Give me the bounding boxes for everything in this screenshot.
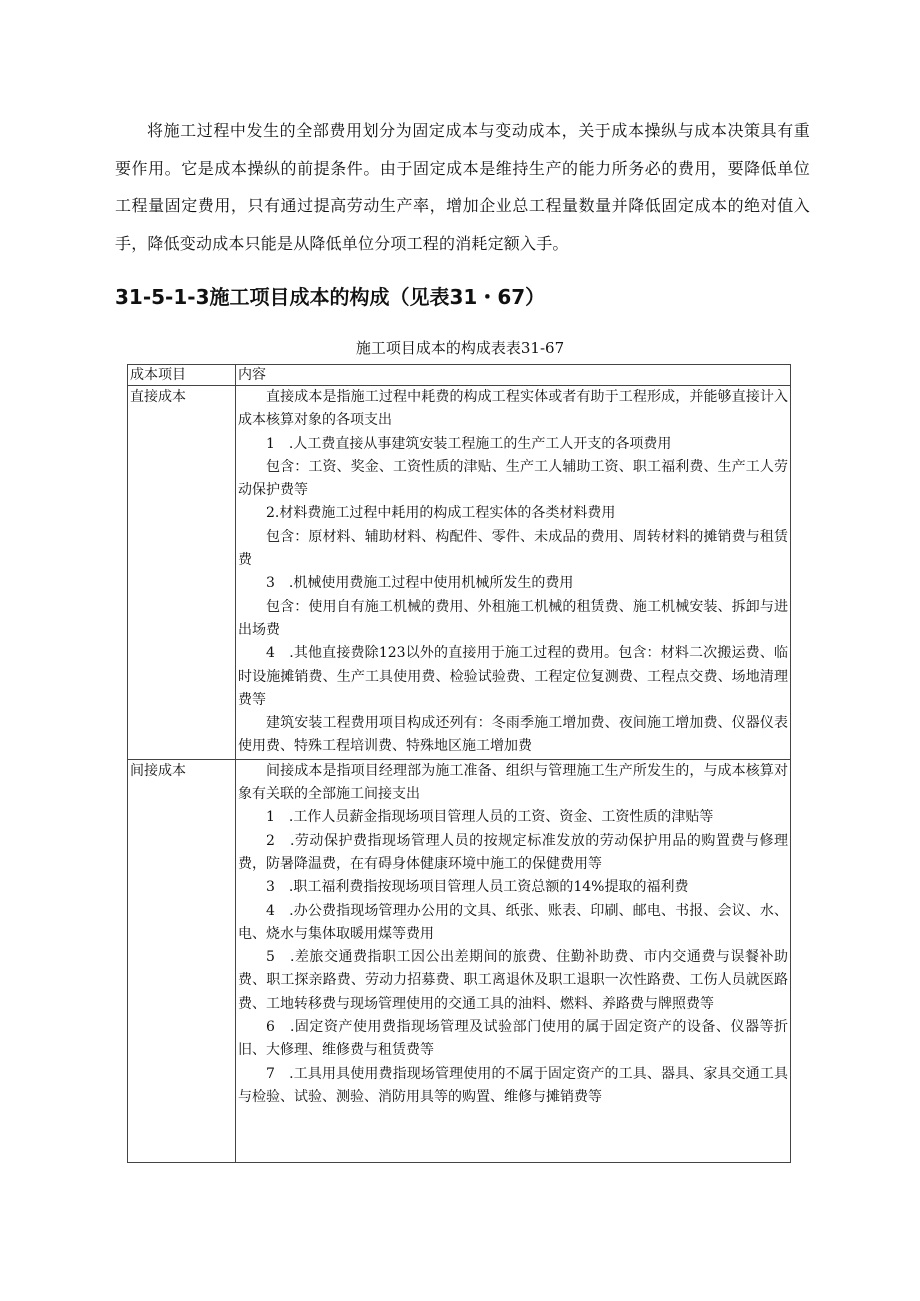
content-line: 包含：使用自有施工机械的费用、外租施工机械的租赁费、施工机械安装、拆卸与进出场费 [238,598,788,638]
cost-item-direct: 直接成本 [128,386,236,760]
section-heading: 31-5-1-3施工项目成本的构成（见表31・67） [115,285,546,309]
content-line: 建筑安装工程费用项目构成还列有：冬雨季施工增加费、夜间施工增加费、仪器仪表使用费、特殊工程培训费、特殊地区施工增加费 [238,715,788,755]
header-content: 内容 [236,365,791,386]
direct-cost-content [236,386,791,760]
content-line: 6 .固定资产使用费指现场管理及试验部门使用的属于固定资产的设备、仪器等折旧、大修理、维修费与租赁费等 [238,1019,788,1059]
table-row-indirect-cost [128,759,791,1162]
content-line: 包含：原材料、辅助材料、构配件、零件、未成品的费用、周转材料的摊销费与租赁费 [238,528,788,569]
header-cost-item: 成本项目 [128,365,236,386]
content-line: 3 .机械使用费施工过程中使用机械所发生的费用 [266,575,574,592]
content-line: 1 .工作人员薪金指现场项目管理人员的工资、资金、工资性质的津贴等 [266,809,714,826]
content-line: 直接成本是指施工过程中耗费的构成工程实体或者有助于工程形成，并能够直接计入成本核算对象的各项支出 [238,389,788,429]
content-line: 7 .工具用具使用费指现场管理使用的不属于固定资产的工具、器具、家具交通工具与检验、试验、测验、消防用具等的购置、维修与摊销费等 [238,1065,788,1105]
cost-composition-table [127,364,791,1163]
content-line: 1 .人工费直接从事建筑安装工程施工的生产工人开支的各项费用 [266,435,672,452]
indirect-cost-content [236,759,791,1162]
table-row-direct-cost [128,386,791,760]
table-caption: 施工项目成本的构成表表31-67 [355,339,565,357]
content-line: 4 .办公费指现场管理办公用的文具、纸张、账表、印刷、邮电、书报、会议、水、电、烧水与集体取暖用煤等费用 [238,902,788,942]
content-line: 间接成本是指项目经理部为施工准备、组织与管理施工生产所发生的，与成本核算对象有关联的全部施工间接支出 [238,762,788,803]
content-line: 包含：工资、奖金、工资性质的津贴、生产工人辅助工资、职工福利费、生产工人劳动保护费等 [238,458,788,499]
table-header-row [128,365,791,386]
content-line: 2.材料费施工过程中耗用的构成工程实体的各类材料费用 [266,505,616,522]
content-line: 3 .职工福利费指按现场项目管理人员工资总额的14%提取的福利费 [266,879,689,896]
content-line: 4 .其他直接费除123以外的直接用于施工过程的费用。包含：材料二次搬运费、临时设施摊销费、生产工具使用费、检验试验费、工程定位复测费、工程点交费、场地清理费等 [238,645,788,708]
cost-item-indirect: 间接成本 [128,759,236,1162]
intro-paragraph: 将施工过程中发生的全部费用划分为固定成本与变动成本，关于成本操纵与成本决策具有重要作用。它是成本操纵的前提条件。由于固定成本是维持生产的能力所务必的费用，要降低单位工程量固定费用，只有通过提高劳动生产率，增加企业总工程量数量并降低固定成本的绝对值入手，降低变动成本只能是从降低单位分项工程的消耗定额入手。 [115,121,810,253]
content-line: 5 .差旅交通费指职工因公出差期间的旅费、住勤补助费、市内交通费与误餐补助费、职工探亲路费、劳动力招募费、职工离退休及职工退职一次性路费、工伤人员就医路费、工地转移费与现场管理使用的交通工具的油料、燃料、养路费与牌照费等 [238,949,788,1012]
content-line: 2 .劳动保护费指现场管理人员的按规定标准发放的劳动保护用品的购置费与修理费，防暑降温费，在有碍身体健康环境中施工的保健费用等 [238,832,788,872]
